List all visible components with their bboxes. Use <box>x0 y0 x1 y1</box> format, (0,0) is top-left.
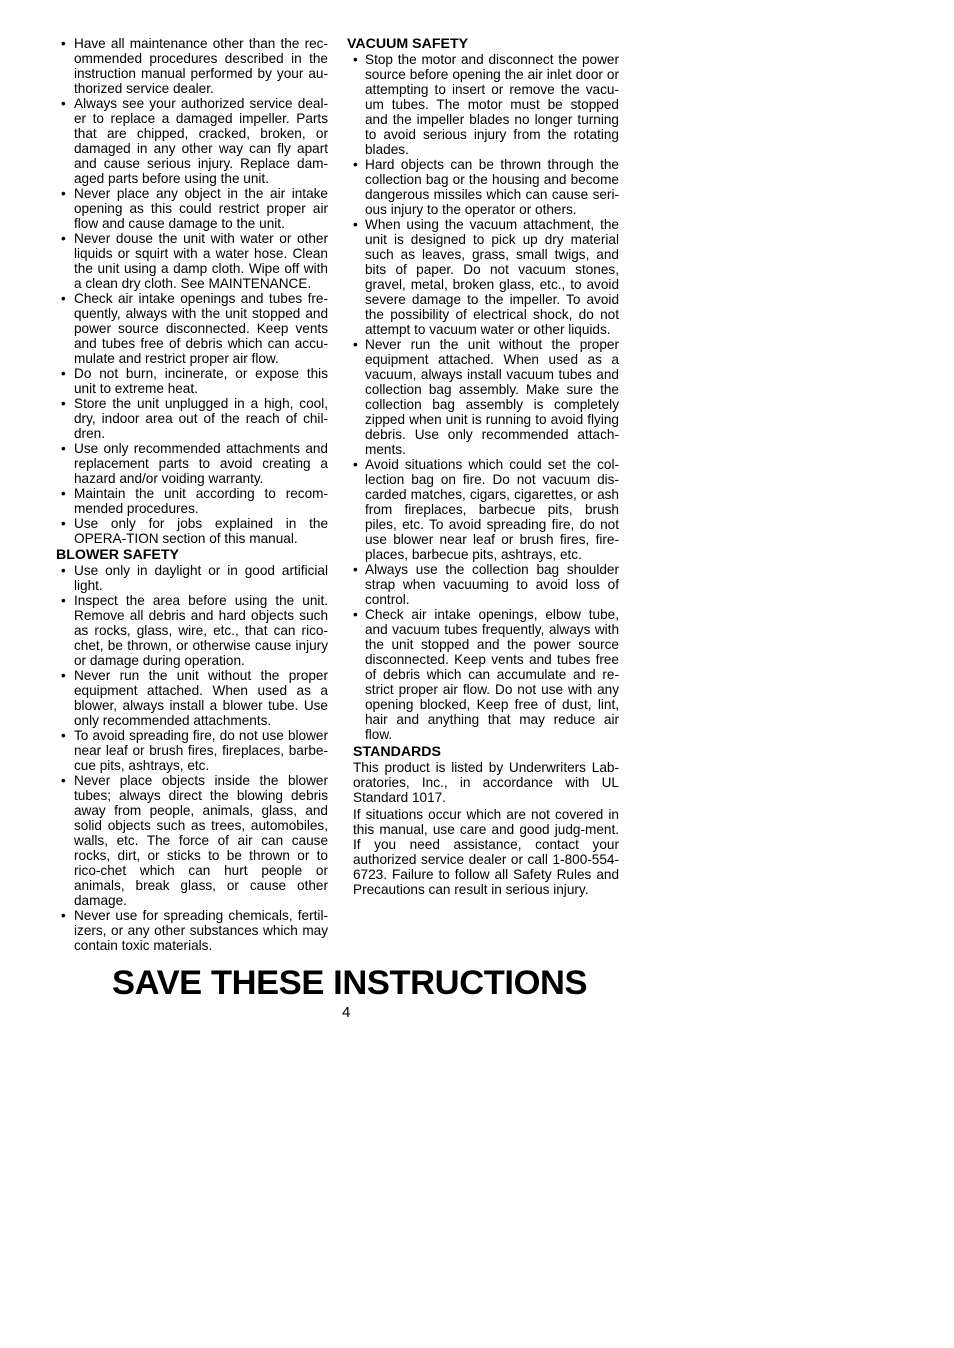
standards-heading: STANDARDS <box>353 744 442 760</box>
list-item: • Never douse the unit with water or other liquids or squirt with a water hose. Clean the unit using a damp cloth. Wipe off with a clean dry cloth. See MAINTENANCE. <box>56 231 328 291</box>
list-item: • Have all maintenance other than the rec-ommended procedures described in the instruction manual performed by your au-thorized service dealer. <box>56 36 328 96</box>
list-item: • Check air intake openings, elbow tube, and vacuum tubes frequently, always with the unit stopped and the power source disconnected. Keep vents and tubes free of debris which can accumulate and re-strict proper air flow. Do not use with any opening blocked, Keep free of dust, lint, hair and anything that may reduce air flow. <box>347 607 619 742</box>
list-item: • Use only in daylight or in good artificial light. <box>56 563 328 593</box>
right-column <box>347 36 619 899</box>
list-item: • Always use the collection bag shoulder strap when vacuuming to avoid loss of control. <box>347 562 619 607</box>
list-item: • Maintain the unit according to recom-mended procedures. <box>56 486 328 516</box>
list-item: • Store the unit unplugged in a high, cool, dry, indoor area out of the reach of chil-dren. <box>56 396 328 441</box>
list-item: • Use only for jobs explained in the OPERA-TION section of this manual. <box>56 516 328 546</box>
save-instructions-title: SAVE THESE INSTRUCTIONS <box>112 964 588 1002</box>
vacuum-safety-heading: VACUUM SAFETY <box>347 36 469 52</box>
list-item: • To avoid spreading fire, do not use blower near leaf or brush fires, fireplaces, barbe-cue pits, ashtrays, etc. <box>56 728 328 773</box>
blower-safety-heading: BLOWER SAFETY <box>56 547 179 563</box>
list-item: • Never use for spreading chemicals, fertil-izers, or any other substances which may contain toxic materials. <box>56 908 328 953</box>
list-item: • Never run the unit without the proper equipment attached. When used as a blower, always install a blower tube. Use only recommended attachments. <box>56 668 328 728</box>
list-item: • Always see your authorized service deal-er to replace a damaged impeller. Parts that are chipped, cracked, broken, or damaged in any other way can fly apart and cause serious injury. Replace dam-aged parts before using the unit. <box>56 96 328 186</box>
general-safety-list <box>56 36 328 546</box>
list-item: • Check air intake openings and tubes fre-quently, always with the unit stopped and power source disconnected. Keep vents and tubes free of debris which can accu-mulate and restrict proper air flow. <box>56 291 328 366</box>
blower-safety-list <box>56 563 328 953</box>
list-item: • Inspect the area before using the unit. Remove all debris and hard objects such as rocks, glass, wire, etc., that can rico-chet, be thrown, or otherwise cause injury or damage during operation. <box>56 593 328 668</box>
list-item: • Do not burn, incinerate, or expose this unit to extreme heat. <box>56 366 328 396</box>
left-column <box>56 36 328 953</box>
list-item: • When using the vacuum attachment, the unit is designed to pick up dry material such as leaves, grass, small twigs, and bits of paper. Do not vacuum stones, gravel, metal, broken glass, etc., to avoid severe damage to the impeller. To avoid the possibility of electrical shock, do not attempt to vacuum water or other liquids. <box>347 217 619 337</box>
list-item: • Hard objects can be thrown through the collection bag or the housing and become dangerous missiles which can cause seri-ous injury to the operator or others. <box>347 157 619 217</box>
list-item: • Never place objects inside the blower tubes; always direct the blowing debris away from people, animals, glass, and solid objects such as trees, automobiles, walls, etc. The force of air can cause rocks, dirt, or sticks to be thrown or to rico-chet which can hurt people or animals, break glass, or cause other damage. <box>56 773 328 908</box>
assistance-paragraph: If situations occur which are not covered in this manual, use care and good judg-ment. If you need assistance, contact your authorized service dealer or call 1-800-554-6723. Failure to follow all Safety Rules and Precautions can result in serious injury. <box>353 807 619 897</box>
list-item: • Never run the unit without the proper equipment attached. When used as a vacuum, always install vacuum tubes and collection bag assembly. Make sure the collection bag assembly is completely zipped when unit is running to avoid flying debris. Use only recommended attach-ments. <box>347 337 619 457</box>
list-item: • Stop the motor and disconnect the power source before opening the air inlet door or attempting to insert or remove the vacu-um tubes. The motor must be stopped and the impeller blades no longer turning to avoid serious injury from the rotating blades. <box>347 52 619 157</box>
list-item: • Use only recommended attachments and replacement parts to avoid creating a hazard and/or voiding warranty. <box>56 441 328 486</box>
vacuum-safety-list <box>347 52 619 742</box>
page-number: 4 <box>342 1004 351 1021</box>
standards-paragraph: This product is listed by Underwriters Lab-oratories, Inc., in accordance with UL Standard 1017. <box>353 760 619 805</box>
list-item: • Never place any object in the air intake opening as this could restrict proper air flow and cause damage to the unit. <box>56 186 328 231</box>
list-item: • Avoid situations which could set the col-lection bag on fire. Do not vacuum dis-carded matches, cigars, cigarettes, or ash from fireplaces, barbecue pits, brush piles, etc. To avoid spreading fire, do not use blower near leaf or brush fires, fire-places, barbecue pits, ashtrays, etc. <box>347 457 619 562</box>
